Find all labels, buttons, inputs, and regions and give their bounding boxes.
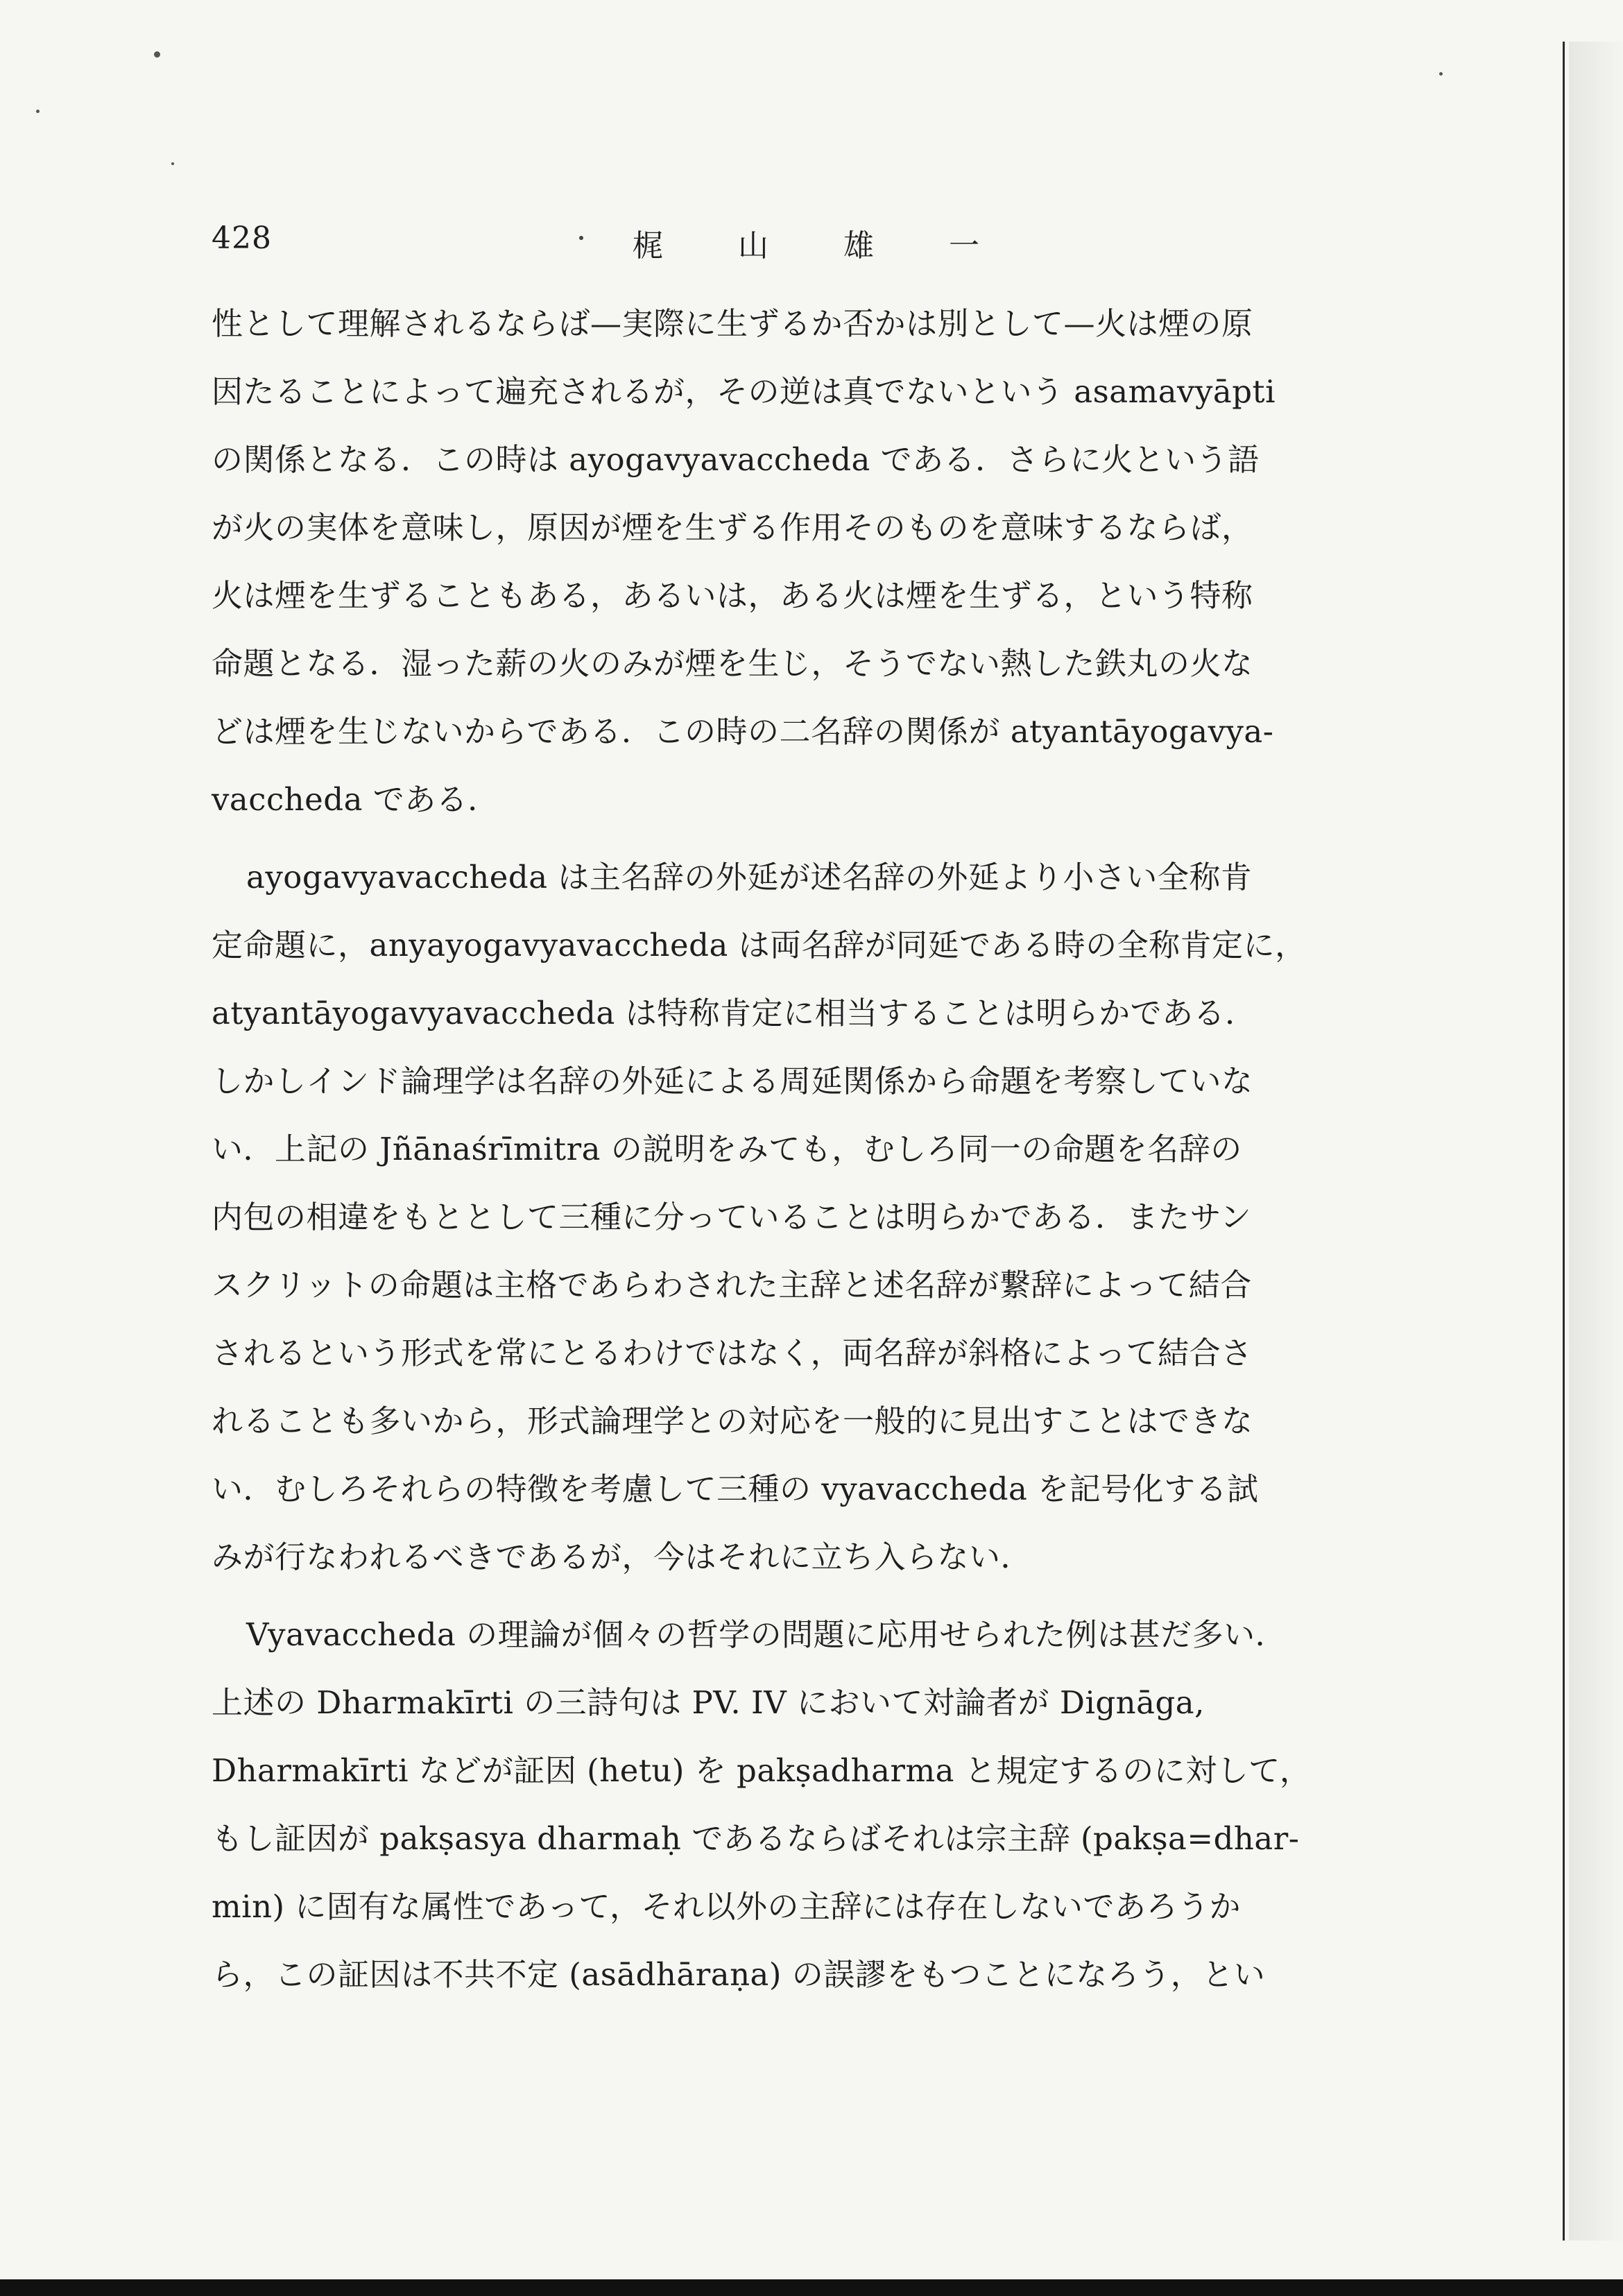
text-line: min) に固有な属性であって，それ以外の主辞には存在しないであろうか	[212, 1888, 1242, 1925]
scan-speck	[36, 110, 40, 113]
text-line: ら，この証因は不共不定 (asādhāraṇa) の誤謬をもつことになろう，とい	[212, 1956, 1266, 1993]
text-line: どは煙を生じないからである．この時の二名辞の関係が atyantāyogavya-	[212, 713, 1274, 750]
text-line: みが行なわれるべきであるが，今はそれに立ち入らない．	[212, 1539, 1033, 1575]
text-line: 火は煙を生ずることもある，あるいは，ある火は煙を生ずる，という特称	[212, 577, 1253, 614]
text-line: Dharmakīrti などが証因 (hetu) を pakṣadharma と規定するのに対して，	[212, 1752, 1312, 1789]
text-line: 内包の相違をもととして三種に分っていることは明らかである．またサン	[212, 1199, 1252, 1235]
text-line: い．上記の Jñānaśrīmitra の説明をみても，むしろ同一の命題を名辞の	[212, 1131, 1242, 1167]
text-line: 性として理解されるならば—実際に生ずるか否かは別として—火は煙の原	[212, 305, 1253, 342]
text-line: vaccheda である．	[212, 781, 499, 818]
running-head-author: 梶山雄一	[633, 228, 1054, 264]
text-line: い．むしろそれらの特徴を考慮して三種の vyavaccheda を記号化する試	[212, 1471, 1259, 1507]
text-line-paragraph-start: ayogavyavaccheda は主名辞の外延が述名辞の外延より小さい全称肯	[246, 859, 1253, 896]
text-line: が火の実体を意味し，原因が煙を生ずる作用そのものを意味するならば，	[212, 509, 1253, 546]
text-line: 因たることによって遍充されるが，その逆は真でないという asamavyāpti	[212, 373, 1276, 410]
text-line: 上述の Dharmakīrti の三詩句は PV. IV において対論者が Dignāga,	[212, 1684, 1205, 1721]
header-dot	[579, 236, 583, 240]
scan-speck	[171, 162, 174, 165]
text-line: もし証因が pakṣasya dharmaḥ であるならばそれは宗主辞 (pakṣa=dhar-	[212, 1820, 1300, 1857]
text-line: されるという形式を常にとるわけではなく，両名辞が斜格によって結合さ	[212, 1335, 1253, 1371]
text-line: れることも多いから，形式論理学との対応を一般的に見出すことはできな	[212, 1403, 1253, 1439]
text-line-paragraph-start: Vyavaccheda の理論が個々の哲学の問題に応用せられた例は甚だ多い．	[246, 1616, 1287, 1653]
text-line: atyantāyogavyavaccheda は特称肯定に相当することは明らかである．	[212, 995, 1257, 1031]
text-line: スクリットの命題は主格であらわされた主辞と述名辞が繋辞によって結合	[212, 1267, 1252, 1303]
scan-page-edge-line	[1563, 42, 1565, 2241]
scan-speck	[154, 51, 160, 58]
text-line: 命題となる．湿った薪の火のみが煙を生じ，そうでない熱した鉄丸の火な	[212, 645, 1253, 682]
scan-speck	[1439, 72, 1443, 76]
text-line: 定命題に，anyayogavyavaccheda は両名辞が同延である時の全称肯定に，	[212, 927, 1307, 963]
text-line: の関係となる．この時は ayogavyavaccheda である．さらに火という語	[212, 441, 1260, 478]
scan-bottom-edge	[0, 2279, 1623, 2296]
page-number: 428	[212, 221, 272, 256]
text-line: しかしインド論理学は名辞の外延による周延関係から命題を考察していな	[212, 1063, 1253, 1099]
scan-page-edge-shadow	[1569, 42, 1623, 2241]
